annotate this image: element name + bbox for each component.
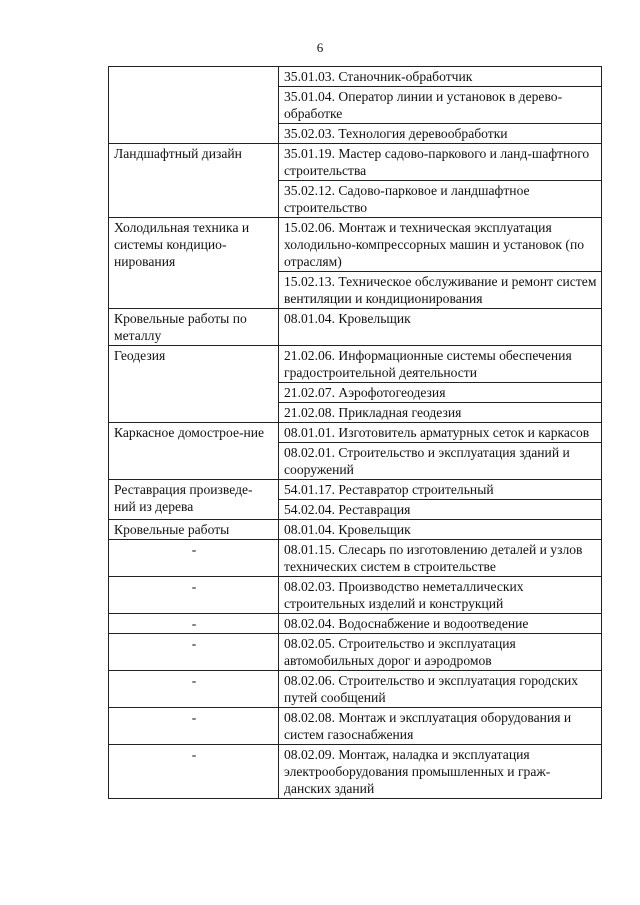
competency-cell: - [109, 577, 279, 614]
table-row [109, 67, 602, 87]
specialty-cell: 35.01.03. Станочник-обработчик [279, 67, 602, 87]
table-row [109, 540, 602, 577]
table-row [109, 745, 602, 799]
specialty-cell: 08.02.08. Монтаж и эксплуатация оборудования и систем газоснабжения [279, 708, 602, 745]
competency-cell: - [109, 614, 279, 634]
competency-cell: Реставрация произведе-ний из дерева [109, 480, 279, 520]
specialty-cell: 15.02.13. Техническое обслуживание и ремонт систем вентиляции и кондиционирования [279, 272, 602, 309]
table-row [109, 520, 602, 540]
competency-cell [109, 67, 279, 144]
table-row [109, 671, 602, 708]
competency-cell: Геодезия [109, 346, 279, 423]
competency-cell: Кровельные работы по металлу [109, 309, 279, 346]
competency-cell: - [109, 671, 279, 708]
specialty-cell: 35.02.12. Садово-парковое и ландшафтное строительство [279, 181, 602, 218]
specialty-cell: 21.02.07. Аэрофотогеодезия [279, 383, 602, 403]
competency-cell: Кровельные работы [109, 520, 279, 540]
specialty-cell: 08.01.15. Слесарь по изготовлению деталей и узлов технических систем в строительстве [279, 540, 602, 577]
specialty-cell: 54.01.17. Реставратор строительный [279, 480, 602, 500]
table-row [109, 144, 602, 181]
specialty-cell: 21.02.06. Информационные системы обеспечения градостроительной деятельности [279, 346, 602, 383]
specialty-cell: 54.02.04. Реставрация [279, 500, 602, 520]
competency-cell: - [109, 708, 279, 745]
specialty-cell: 08.02.01. Строительство и эксплуатация зданий и сооружений [279, 443, 602, 480]
table-row [109, 423, 602, 443]
specialty-cell: 21.02.08. Прикладная геодезия [279, 403, 602, 423]
table-row [109, 577, 602, 614]
specialty-cell: 08.01.04. Кровельщик [279, 309, 602, 346]
competency-cell: - [109, 745, 279, 799]
table-row [109, 480, 602, 500]
specialty-cell: 08.02.05. Строительство и эксплуатация автомобильных дорог и аэродромов [279, 634, 602, 671]
specialty-cell: 35.01.04. Оператор линии и установок в дерево-обработке [279, 87, 602, 124]
table-row [109, 346, 602, 383]
table-row [109, 614, 602, 634]
specialty-cell: 08.02.04. Водоснабжение и водоотведение [279, 614, 602, 634]
specialty-cell: 08.01.04. Кровельщик [279, 520, 602, 540]
specialty-cell: 08.01.01. Изготовитель арматурных сеток и каркасов [279, 423, 602, 443]
competency-cell: Ландшафтный дизайн [109, 144, 279, 218]
table-row [109, 218, 602, 272]
competency-cell: - [109, 540, 279, 577]
competency-cell: - [109, 634, 279, 671]
table-row [109, 634, 602, 671]
competency-cell: Каркасное домострое-ние [109, 423, 279, 480]
specialties-table [108, 66, 602, 799]
competency-cell: Холодильная техника и системы кондицио-нирования [109, 218, 279, 309]
specialty-cell: 15.02.06. Монтаж и техническая эксплуатация холодильно-компрессорных машин и установок (по отраслям) [279, 218, 602, 272]
specialty-cell: 08.02.09. Монтаж, наладка и эксплуатация электрооборудования промышленных и граж-данских зданий [279, 745, 602, 799]
table-row [109, 309, 602, 346]
specialty-cell: 08.02.03. Производство неметаллических строительных изделий и конструкций [279, 577, 602, 614]
specialty-cell: 08.02.06. Строительство и эксплуатация городских путей сообщений [279, 671, 602, 708]
table-row [109, 708, 602, 745]
specialty-cell: 35.01.19. Мастер садово-паркового и ланд-шафтного строительства [279, 144, 602, 181]
specialty-cell: 35.02.03. Технология деревообработки [279, 124, 602, 144]
page-number: 6 [316, 40, 324, 55]
